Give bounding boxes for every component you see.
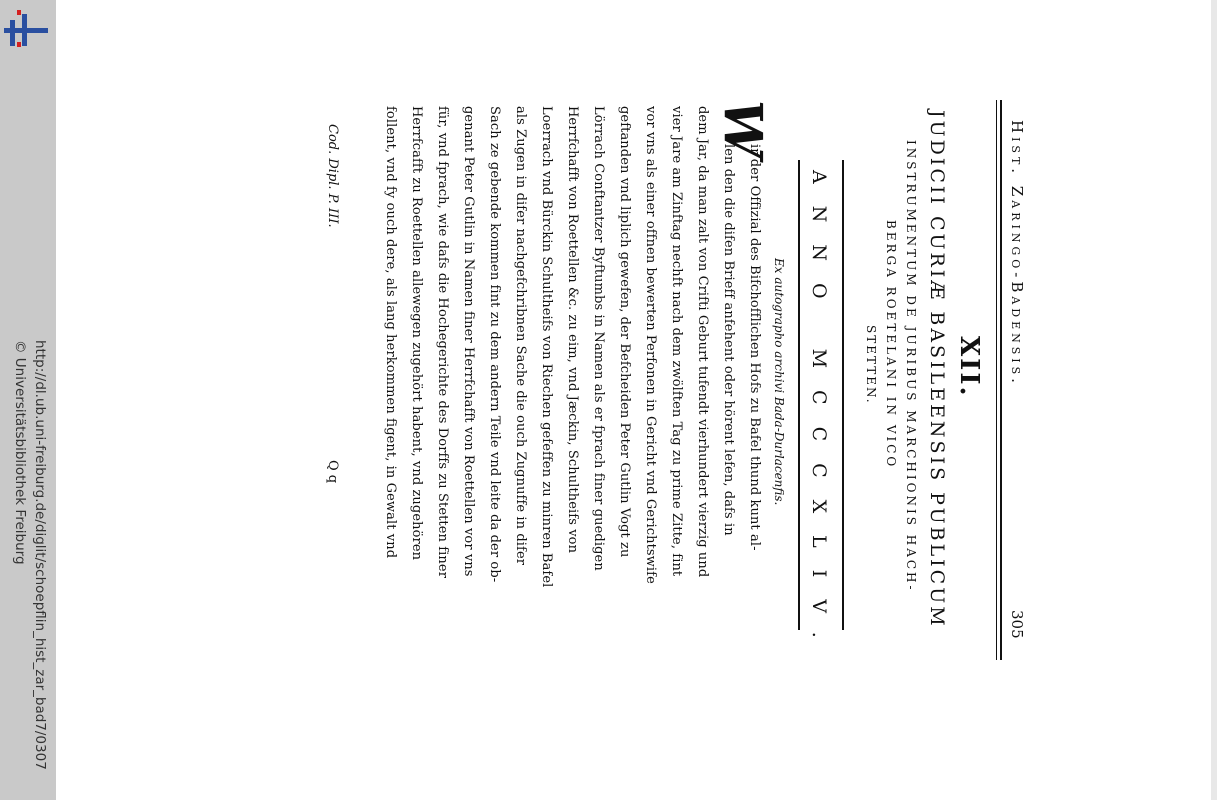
body-line: für, vnd fprach, wie dafs die Hochegerichte des Dorffs zu Stetten finer <box>435 106 450 579</box>
section-number: XII. <box>954 336 984 398</box>
header-rule-thick <box>1000 100 1002 660</box>
source-note: Ex autographo archivi Bada-Durlacenfis. <box>772 258 786 506</box>
sheet-mark: Q q <box>325 460 340 484</box>
permalink-url[interactable]: http://dl.ub.uni-freiburg.de/diglit/schoepflin_hist_zar_bad7/0307 <box>32 340 48 770</box>
body-line: Lörrach Conftantzer Byftumbs in Namen als er fprach finer guedigen <box>591 106 606 571</box>
body-line: len den die difen Brieff anfehent oder hörent lefen, dafs in <box>721 144 736 536</box>
body-line: vor vns als einer offnen bewerten Perfonen in Gericht vnd Gerichtswife <box>643 106 658 584</box>
body-line: follent, vnd fy ouch dere, als lang herkommen figent, in Gewalt vnd <box>383 106 398 559</box>
document-title: JUDICII CURIÆ BASILEENSIS PUBLICUM <box>926 110 948 629</box>
body-line: Herrfcafft zu Roettellen allewegen zugehört habent, vnd zugehören <box>409 106 424 561</box>
year-rule-top <box>842 160 844 630</box>
body-line: geftanden vnd liplich gewefen, der Befcheiden Peter Gutlin Vogt zu <box>617 106 632 558</box>
body-line: Loerrach vnd Bürckin Schultheifs von Riechen gefeffen zu minren Bafel <box>539 106 554 588</box>
drop-cap: W <box>712 100 773 159</box>
year-heading: ANNO MCCCXLIV. <box>808 170 830 660</box>
year-rule-bottom <box>798 160 800 630</box>
subtitle-line: INSTRUMENTUM DE JURIBUS MARCHIONIS HACH- <box>904 140 918 593</box>
library-logo[interactable] <box>4 10 48 50</box>
body-line: genant Peter Gutlin in Namen finer Herrfchafft von Roettellen vor vns <box>461 106 476 577</box>
page-number: 305 <box>1008 610 1026 639</box>
body-line: Sach ze gebende kommen fint zu dem andern Teile vnd leite da der ob- <box>487 106 502 583</box>
header-rule-thin <box>996 100 997 660</box>
body-line: dem Jar, da man zalt von Crifti Geburt tufendt vierhundert vierzig und <box>695 106 710 578</box>
scrollbar-track[interactable] <box>1211 0 1217 800</box>
scanned-page <box>300 100 1040 660</box>
page-content <box>300 100 1040 660</box>
viewer-sidebar <box>0 0 56 800</box>
body-line: als Zugen in difer nachgefchribnen Sache die ouch Zugnuffe in difer <box>513 106 528 566</box>
copyright-notice: © Universitätsbibliothek Freiburg <box>12 340 28 565</box>
body-line: vier Jare am Zinftag nechft nach dem zwölften Tag zu prime Zitte, fint <box>669 106 684 577</box>
codex-signature: Cod. Dipl. P. III. <box>325 124 340 228</box>
running-head: Hist. Zaringo-Badensis. <box>1008 120 1026 387</box>
body-line: Herrfchafft von Roettellen &c. zu eim, vnd Jæckin, Schultheifs von <box>565 106 580 554</box>
sidebar-caption <box>6 340 50 792</box>
subtitle-line: STETTEN. <box>864 325 878 405</box>
body-line: ir der Offizial des Bifchofflichen Hofs zu Bafel thund kunt al- <box>747 144 762 551</box>
subtitle-line: BERGA ROETELANI IN VICO <box>884 220 898 470</box>
